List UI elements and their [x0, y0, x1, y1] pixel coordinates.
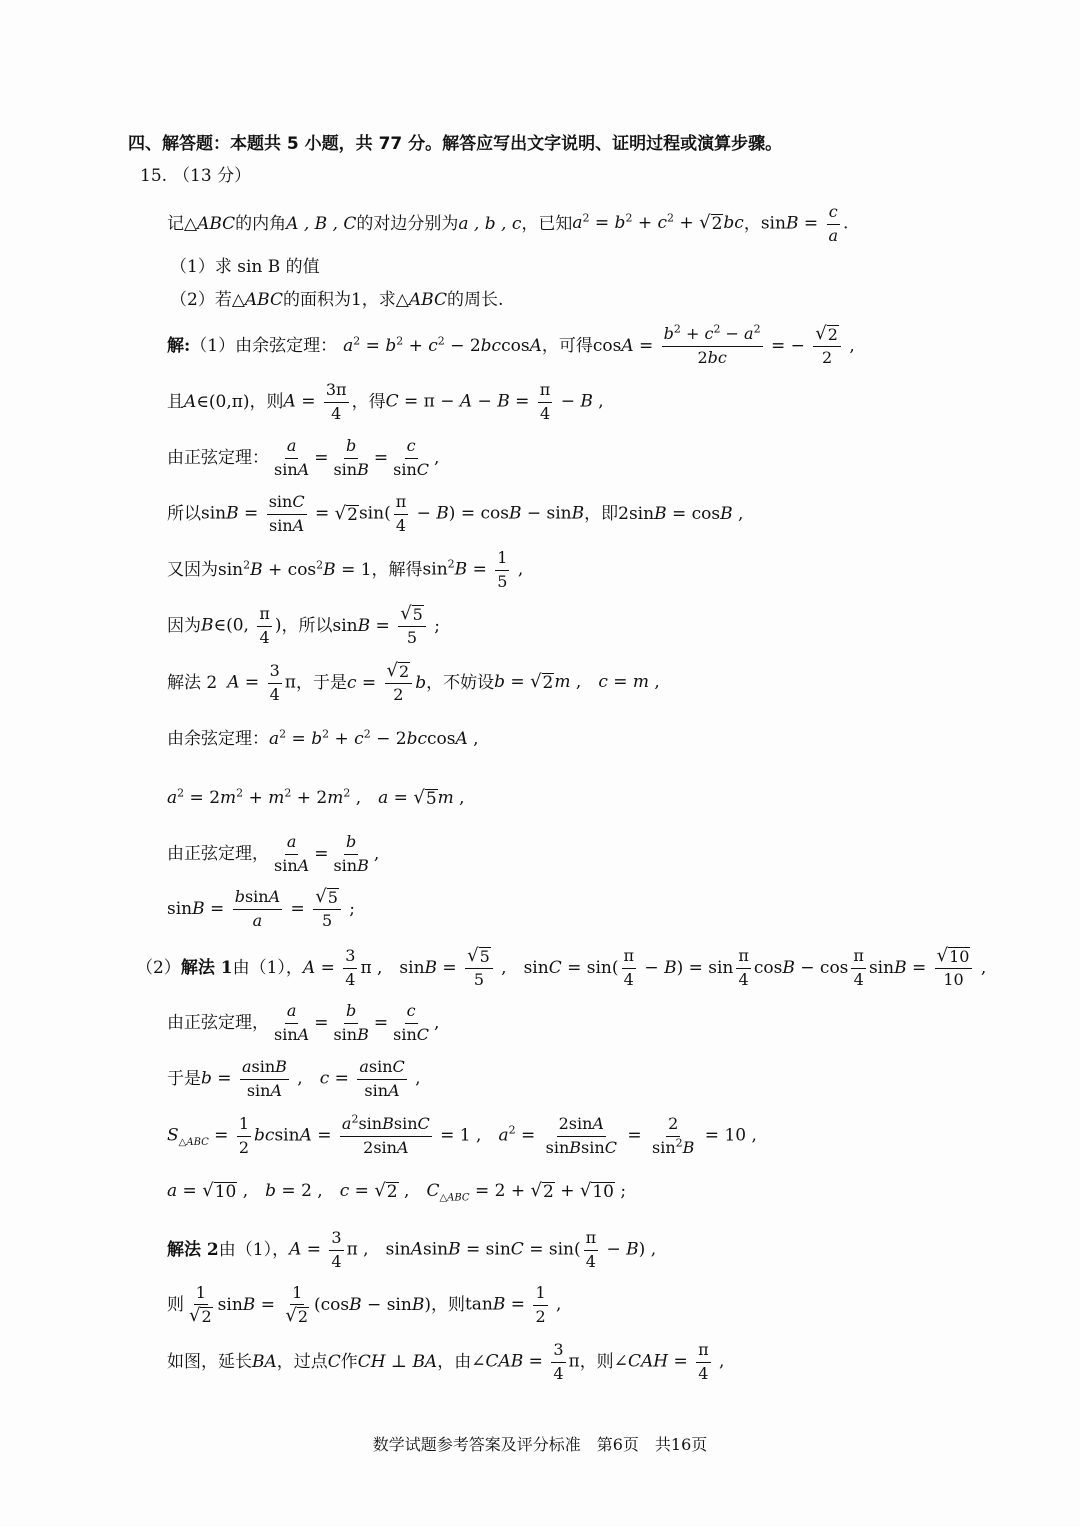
stmt-text: 的内角 [235, 213, 287, 234]
sol-part2-line-7: 则 1 √ 2 sinB = 1 √ 2 (cosB − sinB) ，则 tanB = $\frac{1}{2}$ , [167, 1282, 562, 1326]
sol-part2-line-3: 于是 b = $\frac{asinB}{\sin A}$ , c = $\frac{asinC}{\sin A}$ , [167, 1057, 421, 1100]
sol-text: ，即 [584, 503, 619, 524]
sol-text: 由（1）， [218, 1239, 290, 1260]
sol-text: ，由 [437, 1351, 472, 1372]
sol-text: ，过点 [276, 1351, 328, 1372]
q2-abc: ABC [244, 290, 283, 310]
sol-line-4: 所以 sinB = $\frac{\sin C}{\sin A}$ = √ 2 sin( $\frac{\pi}{4}$ − B) = cosB − sinB ，即 2sinB = cosB , [167, 492, 744, 535]
sol-line-1: 解: （1）由余弦定理： $a^2 = b^2 + c^2 - 2bccosA$ ，可得 cosA = $\frac{b^2 + c^2 - a^2}{2bc}$ = − √ 2 2 , [167, 322, 855, 367]
sol-text: （2） [136, 957, 181, 978]
sol-text: 由正弦定理， [167, 1012, 269, 1033]
stmt-text: 的对边分别为 [356, 213, 459, 234]
sol-text: 由余弦定理： [167, 729, 269, 749]
q2-text: 的面积为1，求△ [282, 290, 409, 310]
question-2 [170, 292, 503, 309]
sol-line-6: 因为 B∈(0, $\frac{\pi}{4}$ ) ，所以 sinB = √ 5 5 ; [167, 602, 440, 647]
stmt-sides: a , b , c [458, 213, 522, 234]
solution-label: 解: [167, 335, 191, 356]
sol-part2-line-6: 解法 2 由（1）， A = $\frac{3}{4}$ π , sinAsinB = sinC = sin( $\frac{\pi}{4}$ − B) , [167, 1228, 657, 1271]
problem-number: 15. [140, 166, 168, 186]
sol-line-7: 解法 2 A = $\frac{3}{4}$ π ，于是 c = √ 2 2 b ，不妨设 b = √ 2 m , c = m , [167, 659, 660, 704]
stmt-abc: ABC [197, 213, 236, 234]
sol-line-8: 由余弦定理： $a^2 = b^2 + c^2 - 2bccosA$ , [167, 727, 479, 749]
sol-text: ，不妨设 [426, 672, 495, 693]
sol-part2-line-4: $S_{\triangle ABC}$ = $\frac{1}{2}$ bcsinA = $\frac{a^2sinBsinC}{2\sin A}$ = 1 , $a^2$ = $\frac{2\sin A}{\text{sinBsinC}}$ = $\frac{2}{\sin^2B}$ = 10 , [167, 1112, 757, 1157]
problem-statement [167, 204, 848, 244]
sol-text: 由（1）， [232, 957, 303, 978]
method-2-label: 解法 2 [167, 672, 218, 693]
sol-line-9: $a^2 = 2m^2 + m^2 + 2m^2$ , a = √ 5 m , [167, 786, 465, 809]
given-equation: $a^2 = b^2 + c^2$ + √ 2 bc [572, 211, 744, 234]
stmt-angles: A , B , C [286, 213, 357, 234]
stmt-text: ， [743, 213, 761, 234]
sol-line-3: 由正弦定理： $\frac{a}{\sin A}$ = $\frac{b}{\sin B}$ = $\frac{c}{\sin C}$ , [167, 436, 440, 479]
question-1: （1）求 sin B 的值 [170, 257, 320, 277]
sol-text: ，解得 [371, 559, 423, 580]
sol-text: 又因为 [167, 559, 218, 580]
sol-text: ，则 [249, 391, 284, 412]
sol-line-2: 且 A∈(0,π) ，则 A = $\frac{3\pi}{4}$ ，得 C = π − A − B = $\frac{\pi}{4}$ − B , [167, 380, 604, 423]
sol-line-5: 又因为 $\sin^2B + \cos^2B = 1$ ，解得 $\sin^2B$ = $\frac{1}{5}$ , [167, 548, 524, 591]
sol-text: 所以 [167, 503, 201, 524]
sol-text: 由正弦定理： [167, 447, 269, 468]
sol-text: 如图，延长 [167, 1351, 252, 1372]
sol-text: ，得 [351, 391, 386, 412]
q2-text: 的周长. [446, 290, 504, 310]
problem-points: （13 分） [173, 166, 252, 186]
sol-text: ，可得 [541, 335, 593, 356]
q2-abc: ABC [408, 290, 447, 310]
sol-text: 由正弦定理， [167, 843, 269, 864]
stmt-text: ，已知 [521, 213, 573, 234]
sol-text: ，则 [430, 1294, 465, 1315]
sol-part2-line-1: （2） 解法 1 由（1）， A = $\frac{3}{4}$ π , sinB = √ 5 5 , sinC = sin( $\frac{\pi}{4}$ − B) = sin $\frac{\pi}{4}$ cosB − cos $\frac{\pi}{4}$ sinB = √ 10 10 , [136, 944, 987, 989]
sol-text: （1）由余弦定理： [190, 335, 338, 356]
sol-text: 且 [167, 391, 184, 412]
method-1-label: 解法 1 [180, 957, 233, 978]
section-heading: 四、解答题：本题共 5 小题，共 77 分。解答应写出文字说明、证明过程或演算步骤。 [128, 134, 783, 154]
q2-text: （2）若△ [170, 290, 245, 310]
sol-text: 于是 [167, 1068, 201, 1089]
sol-text: 作 [340, 1351, 358, 1372]
stmt-text: 记△ [167, 213, 198, 234]
page-footer: 数学试题参考答案及评分标准 第6页 共16页 [372, 1435, 708, 1454]
sol-text: ，所以 [281, 615, 333, 636]
sol-part2-line-5: a = √ 10 , b = 2 , c = √ 2 , $C_{\triangle ABC} = 2$ + √ 2 + √ 10 ; [167, 1180, 627, 1204]
sol-text: 因为 [167, 615, 201, 636]
sol-text: ，于是 [295, 672, 347, 693]
sol-line-11: sinB = $\frac{bsinA}{a}$ = √ 5 5 ; [167, 885, 356, 930]
sol-text: 则 [167, 1294, 184, 1315]
sol-text: ，则 [579, 1351, 614, 1372]
sol-line-10: 由正弦定理， $\frac{a}{\sin A}$ = $\frac{b}{\sin B}$ , [167, 832, 380, 875]
sol-part2-line-2: 由正弦定理， $\frac{a}{\sin A}$ = $\frac{b}{\sin B}$ = $\frac{c}{\sin C}$ , [167, 1001, 440, 1044]
method-2b-label: 解法 2 [167, 1239, 219, 1260]
problem-number-line [140, 168, 251, 185]
given-sinB: sinB = $\frac{c}{a}$ . [760, 202, 849, 245]
sol-part2-line-8: 如图，延长 BA ，过点 C 作 CH ⊥ BA ，由 ∠CAB = $\frac{3}{4}$ π ，则 ∠CAH = $\frac{\pi}{4}$ , [167, 1340, 725, 1383]
